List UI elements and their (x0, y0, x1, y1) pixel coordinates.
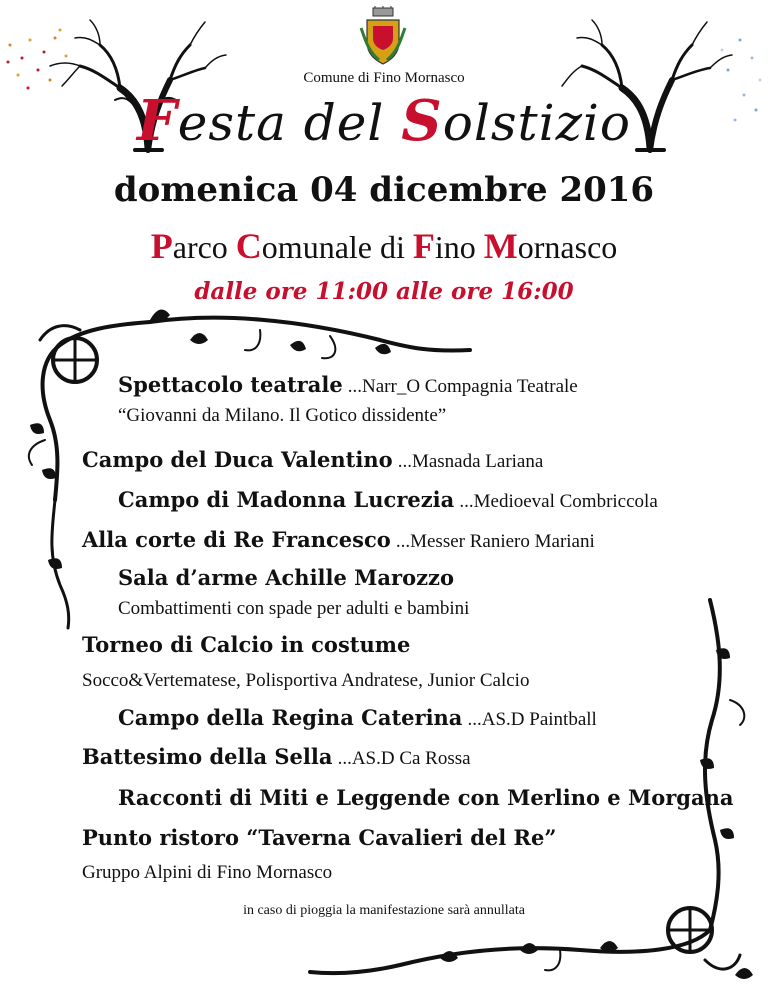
program-item-sala-arme (118, 565, 454, 590)
program-item-corte-re (82, 527, 595, 553)
program-subtitle: Combattimenti con spade per adulti e bambini (118, 598, 470, 619)
program-event: Campo di Madonna Lucrezia (118, 487, 455, 512)
venue-part: omunale di (261, 229, 413, 265)
program-performer: ...AS.D Paintball (467, 709, 597, 730)
crest-icon (359, 6, 407, 68)
program-item-racconti (118, 785, 733, 810)
program-subtitle: “Giovanni da Milano. Il Gotico dissidente” (118, 405, 447, 426)
title-part: F (136, 88, 178, 154)
program-event: Punto ristoro “Taverna Cavalieri del Re” (82, 825, 557, 850)
program-event: Spettacolo teatrale (118, 372, 343, 397)
program-item-campo-madonna (118, 487, 658, 513)
event-title (0, 88, 768, 154)
program-event: Sala d’arme Achille Marozzo (118, 565, 454, 590)
event-date: domenica 04 dicembre 2016 (113, 170, 655, 210)
venue-part: P (150, 226, 173, 266)
program-item-battesimo (82, 744, 471, 770)
event-hours: dalle ore 11:00 alle ore 16:00 (194, 278, 574, 305)
program-item-campo-duca (82, 447, 543, 473)
program-event: Campo del Duca Valentino (82, 447, 393, 472)
program-event: Torneo di Calcio in costume (82, 632, 411, 657)
program-item-torneo (82, 632, 410, 657)
venue-part: M (483, 226, 518, 266)
title-part: esta del (177, 94, 402, 152)
venue-part: ornasco (517, 229, 618, 265)
program-performer: ...Messer Raniero Mariani (395, 531, 595, 552)
rain-notice: in caso di pioggia la manifestazione sarà annullata (243, 903, 525, 918)
program-subtitle: Gruppo Alpini di Fino Mornasco (82, 862, 333, 883)
venue-part: ino (434, 229, 484, 265)
title-part: olstizio (442, 94, 632, 152)
venue-part: arco (172, 229, 236, 265)
program-item-campo-regina (118, 705, 597, 731)
program-event: Battesimo della Sella (82, 744, 333, 769)
program-performer: ...Narr_O Compagnia Teatrale (347, 376, 578, 397)
program-event: Racconti di Miti e Leggende con Merlino e Morgana (118, 785, 734, 810)
program-performer: ...AS.D Ca Rossa (337, 748, 471, 769)
venue-part: C (235, 226, 262, 266)
event-venue (0, 225, 768, 267)
program-item-spettacolo (118, 372, 578, 398)
venue-part: F (412, 226, 435, 266)
municipality-label: Comune di Fino Mornasco (303, 70, 465, 86)
program-performer: ...Medioeval Combriccola (459, 491, 658, 512)
program-event: Alla corte di Re Francesco (82, 527, 391, 552)
program-event: Campo della Regina Caterina (118, 705, 463, 730)
program-performer: ...Masnada Lariana (397, 451, 544, 472)
program-item-ristoro (82, 825, 556, 850)
title-part: S (401, 88, 443, 154)
program-subtitle: Socco&Vertematese, Polisportiva Andratese, Junior Calcio (82, 670, 530, 691)
